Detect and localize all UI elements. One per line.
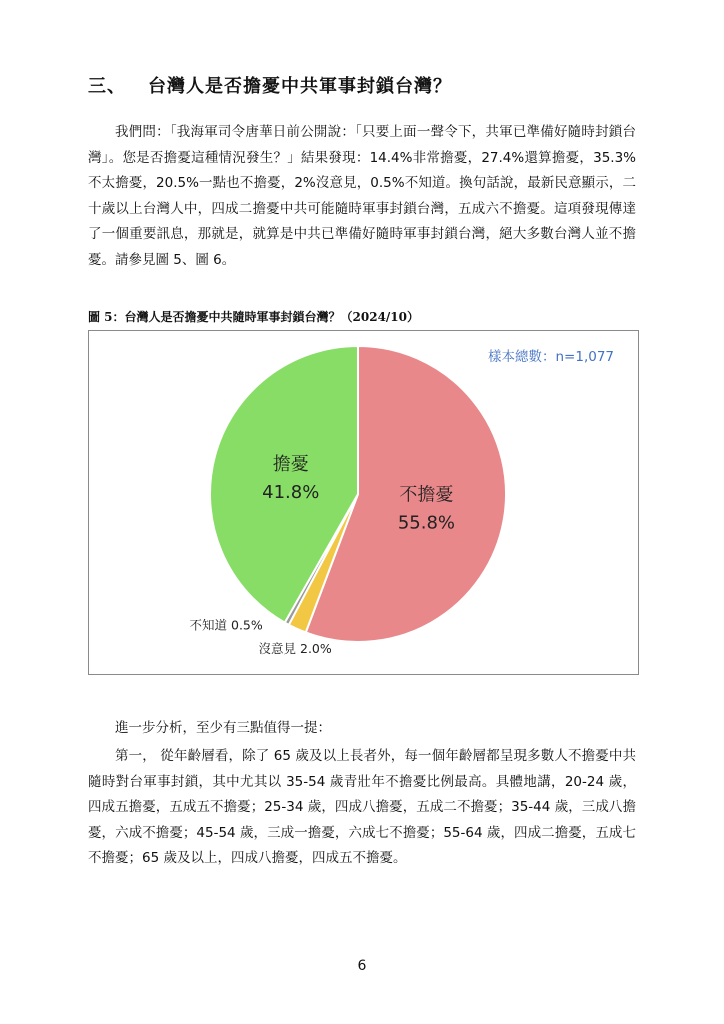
pie-chart [89, 331, 640, 676]
slice-value-3: 41.8% [262, 482, 320, 504]
slice-outside-label-2: 不知道 0.5% [189, 617, 263, 633]
paragraph-text: 我們問：「我海軍司令唐華日前公開說：「只要上面一聲令下，共軍已準備好隨時封鎖台灣」。您是否擔憂這種情況發生？」結果發現：14.4%非常擔憂，27.4%還算擔憂，35.3%不太擔憂，20.5%一點也不擔憂，2%沒意見，0.5%不知道。換句話說，最新民意顯示，二十歲以上台灣人中，四成二擔憂中共可能隨時軍事封鎖台灣，五成六不擔憂。這項發現傳達了一個重要訊息，那就是，就算是中共已準備好隨時軍事封鎖台灣，絕大多數台灣人並不擔憂。請參見圖 5、圖 6。 [88, 124, 636, 268]
section-number: 三、 [88, 76, 126, 97]
page-number: 6 [357, 958, 367, 974]
sample-size-note: 樣本總數：n=1,077 [487, 349, 614, 365]
slice-label-0: 不擔憂 [399, 484, 454, 506]
paragraph-text: 第一， 從年齡層看，除了 65 歲及以上長者外，每一個年齡層都呈現多數人不擔憂中共隨時對台軍事封鎖，其中尤其以 35-54 歲青壯年不擔憂比例最高。具體地講，20-24 歲，四成五擔憂，五成五不擔憂；25-34 歲，四成八擔憂，五成二不擔憂；35-44 歲，三成八擔憂，六成不擔憂；45-54 歲，三成一擔憂，六成七不擔憂；55-64 歲，四成二擔憂，五成七不擔憂；65 歲及以上，四成八擔憂，四成五不擔憂。 [88, 748, 636, 866]
section-heading [88, 72, 452, 98]
figure-caption: 圖 5：台灣人是否擔憂中共隨時軍事封鎖台灣？（2024/10） [88, 310, 420, 324]
slice-label-3: 擔憂 [272, 454, 309, 476]
slice-outside-label-1: 沒意見 2.0% [258, 640, 332, 656]
analysis-first-paragraph [88, 744, 636, 872]
slice-value-0: 55.8% [397, 512, 456, 534]
intro-paragraph [88, 120, 636, 273]
paragraph-text: 進一步分析，至少有三點值得一提： [115, 720, 331, 736]
pie-chart-frame [88, 330, 639, 675]
section-title: 台灣人是否擔憂中共軍事封鎖台灣？ [148, 76, 452, 97]
analysis-intro-paragraph [88, 716, 636, 742]
